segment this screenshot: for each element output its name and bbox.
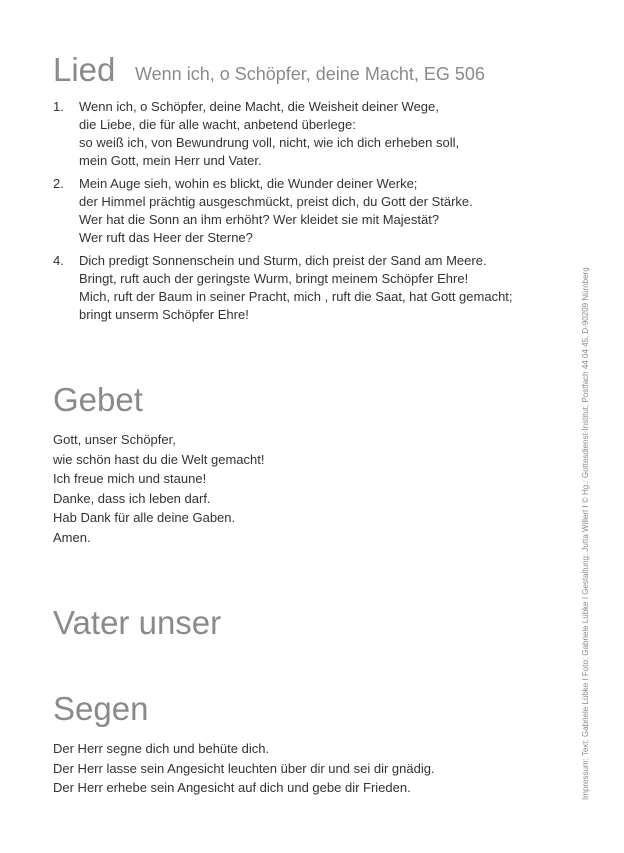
gebet-text <box>53 430 265 547</box>
verse-4-text <box>79 252 513 324</box>
verse-1-text <box>79 98 459 170</box>
segen-text <box>53 739 435 798</box>
prayer-line: Hab Dank für alle deine Gaben. <box>53 510 236 525</box>
verse-line: die Liebe, die für alle wacht, anbetend überlege: <box>79 117 356 132</box>
verse-number: 1. <box>53 99 64 114</box>
verse-line: so weiß ich, von Bewundrung voll, nicht, wie ich dich erheben soll, <box>79 135 460 150</box>
prayer-line: Gott, unser Schöpfer, <box>53 432 176 447</box>
prayer-line: wie schön hast du die Welt gemacht! <box>53 451 265 467</box>
verse-line: mein Gott, mein Herr und Vater. <box>79 153 262 168</box>
verse-line: Mein Auge sieh, wohin es blickt, die Wunder deiner Werke; <box>79 176 418 191</box>
verse-line: der Himmel prächtig ausgeschmückt, preist dich, du Gott der Stärke. <box>79 194 473 209</box>
prayer-line: Amen. <box>53 529 91 545</box>
vater-unser-heading: Vater unser <box>53 604 222 641</box>
prayer-line: Ich freue mich und staune! <box>53 471 207 486</box>
verse-line: Wenn ich, o Schöpfer, deine Macht, die Weisheit deiner Wege, <box>79 99 439 114</box>
lied-heading: Lied <box>53 51 116 88</box>
verse-line: bringt unserm Schöpfer Ehre! <box>79 307 249 322</box>
imprint-text: Impressum: Text: Gabriele Lübke I Foto: Gabriele Lübke I Gestaltung: Jutta Willert I © Hg.: Gottesdienst-Institut, Postfach 44 04 45, D-90209 Nürnberg <box>581 267 590 800</box>
gebet-heading: Gebet <box>53 381 143 418</box>
verse-line: Wer hat die Sonn an ihm erhöht? Wer kleidet sie mit Majestät? <box>79 212 440 227</box>
verse-line: Wer ruft das Heer der Sterne? <box>79 230 253 245</box>
blessing-line: Der Herr segne dich und behüte dich. <box>53 741 270 756</box>
verse-number: 4. <box>53 253 64 268</box>
blessing-line: Der Herr lasse sein Angesicht leuchten über dir und sei dir gnädig. <box>53 760 435 776</box>
verse-line: Bringt, ruft auch der geringste Wurm, bringt meinem Schöpfer Ehre! <box>79 271 469 286</box>
blessing-line: Der Herr erhebe sein Angesicht auf dich und gebe dir Frieden. <box>53 780 411 795</box>
lied-subtitle: Wenn ich, o Schöpfer, deine Macht, EG 506 <box>135 64 485 84</box>
verse-line: Mich, ruft der Baum in seiner Pracht, mich , ruft die Saat, hat Gott gemacht; <box>79 289 513 304</box>
prayer-line: Danke, dass ich leben darf. <box>53 490 211 506</box>
verse-number: 2. <box>53 176 64 191</box>
verse-2-text <box>79 175 473 247</box>
segen-heading: Segen <box>53 690 149 727</box>
verse-line: Dich predigt Sonnenschein und Sturm, dich preist der Sand am Meere. <box>79 253 487 268</box>
